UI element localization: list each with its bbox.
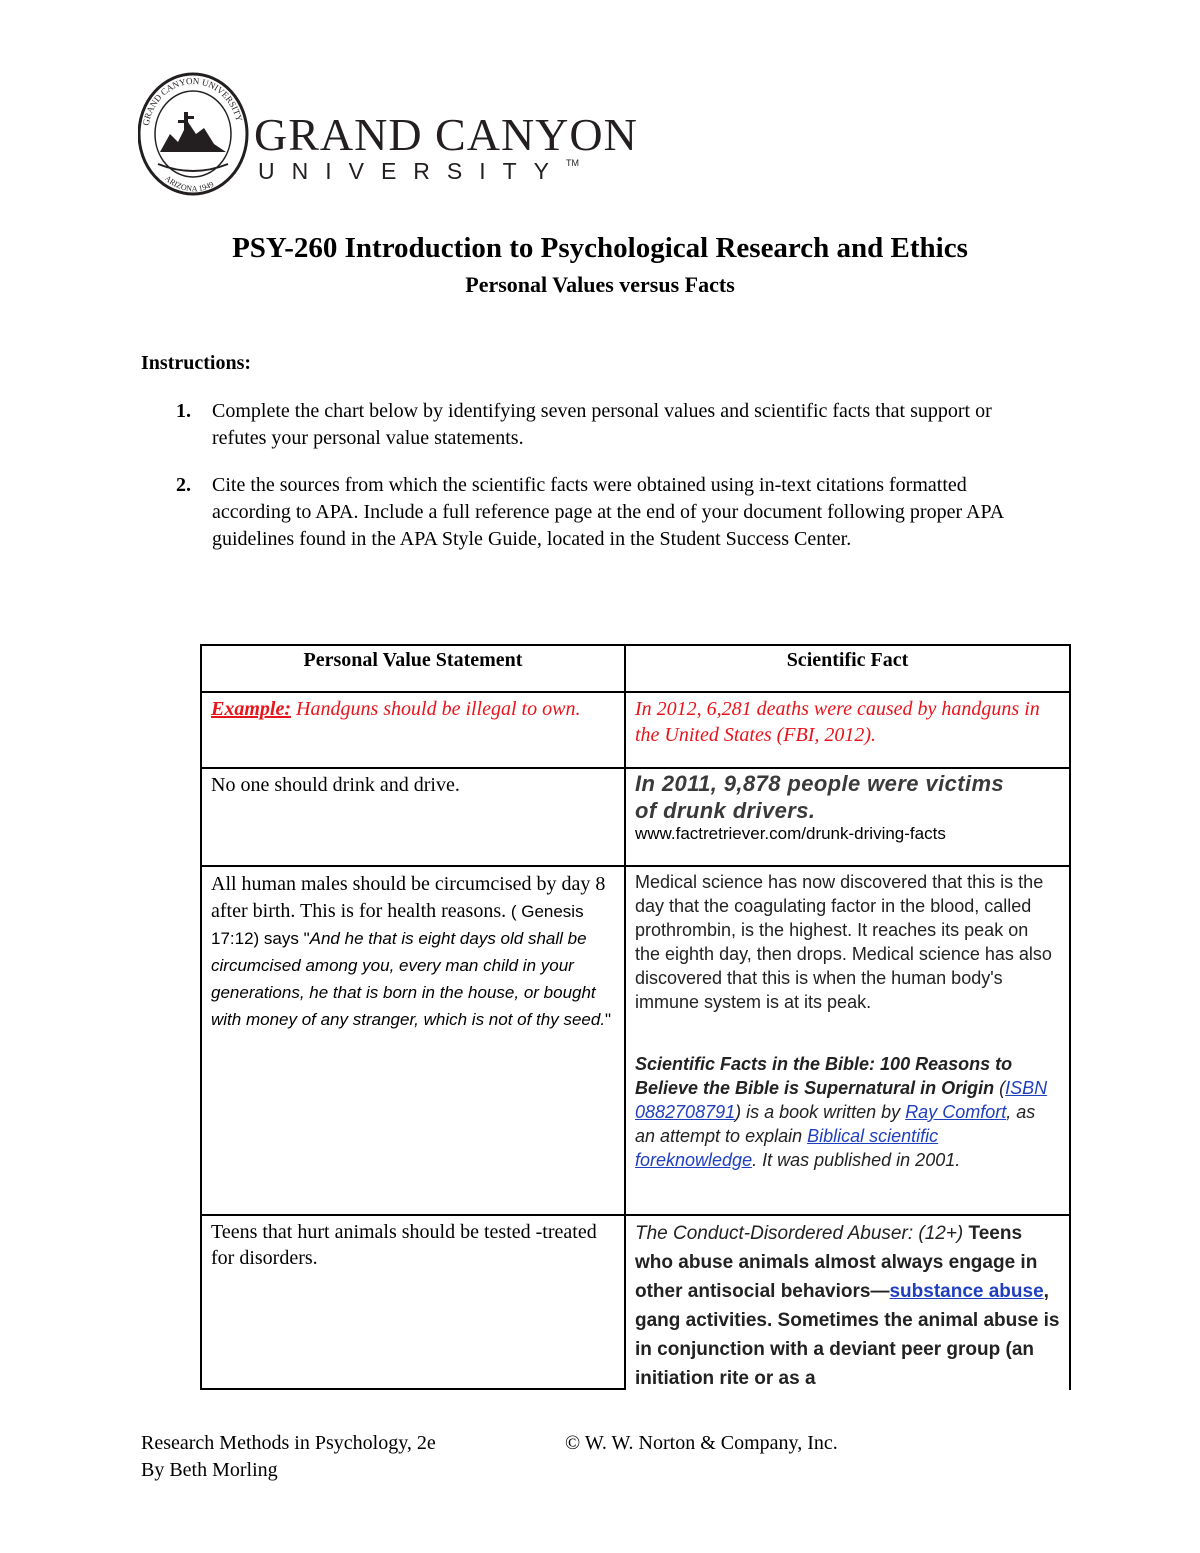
table-border: [200, 1388, 626, 1390]
fact-prothrombin: Medical science has now discovered that this is the day that the coagulating factor in the blood, called prothrombin, is the highest. It reaches its peak on the eighth day, then drops. Medical science has also discovered that this is when the human body's immune system is at its peak.: [635, 872, 1052, 1012]
university-logo: [138, 72, 638, 202]
table-border: [200, 644, 1071, 646]
instruction-step: [141, 398, 1041, 454]
column-header-fact: Scientific Fact: [786, 649, 909, 671]
footer-citation: [141, 1430, 436, 1484]
university-seal-icon: [138, 72, 254, 202]
step-number: 2.: [176, 474, 191, 496]
example-fact: In 2012, 6,281 deaths were caused by handguns in the United States (FBI, 2012).: [635, 698, 1040, 746]
row-divider: [200, 767, 1071, 769]
topic-link[interactable]: Biblical scientific foreknowledge: [635, 1126, 939, 1170]
column-header-statement: Personal Value Statement: [303, 649, 523, 671]
fact-animal-abuse: The Conduct-Disordered Abuser: (12+) Teens who abuse animals almost always engage in other antisocial behaviors—substance abuse, gang activities. Sometimes the animal abuse is in conjunction with a deviant peer group (an initiation rite or as a: [635, 1223, 1060, 1389]
example-label: Example:: [211, 698, 291, 720]
row-divider: [200, 1214, 1071, 1216]
instruction-step: [141, 472, 1041, 582]
row-divider: [200, 865, 1071, 867]
book-title: Scientific Facts in the Bible: 100 Reasons to Believe the Bible is Supernatural in Origin: [635, 1054, 1013, 1098]
author-link[interactable]: Ray Comfort: [905, 1102, 1007, 1122]
row-divider: [200, 691, 1071, 693]
step-number: 1.: [176, 400, 191, 422]
seal-bottom-text: ARIZONA 1949: [163, 173, 216, 194]
logo-name: GRAND CANYON: [254, 109, 638, 160]
trademark-mark: TM: [566, 158, 580, 168]
logo-subtitle: UNIVERSITY™: [258, 158, 580, 184]
fact-drunk-driving: In 2011, 9,878 people were victims of drunk drivers.: [635, 771, 1005, 823]
example-statement: Example: Handguns should be illegal to own.: [211, 698, 581, 720]
value-statement: No one should drink and drive.: [211, 774, 460, 796]
fact-source-url: www.factretriever.com/drunk-driving-facts: [635, 824, 946, 843]
substance-abuse-link[interactable]: substance abuse: [889, 1281, 1044, 1302]
page-subtitle: Personal Values versus Facts: [465, 272, 735, 297]
value-statement: Teens that hurt animals should be tested -treated for disorders.: [211, 1221, 597, 1269]
isbn-link[interactable]: ISBN 0882708791: [635, 1078, 1048, 1122]
values-facts-table: [200, 644, 1071, 1390]
value-statement: All human males should be circumcised by day 8 after birth. This is for health reasons. ( Genesis 17:12) says "And he that is eight days old shall be circumcised among you, every man child in your generations, he that is born in the house, or bought with money of any stranger, which is not of thy seed.": [211, 873, 612, 1029]
scripture-quote: And he that is eight days old shall be circumcised among you, every man child in your generations, he that is born in the house, or bought with money of any stranger, which is not of thy seed.: [211, 929, 606, 1029]
footer-book: Research Methods in Psychology, 2e: [141, 1432, 436, 1454]
seal-top-text: GRAND CANYON UNIVERSITY: [140, 75, 245, 127]
step-text: Complete the chart below by identifying seven personal values and scientific facts that support or refutes your personal value statements.: [212, 400, 992, 449]
page-title: PSY-260 Introduction to Psychological Research and Ethics: [232, 232, 968, 264]
footer-author: By Beth Morling: [141, 1459, 278, 1481]
instructions-heading: Instructions:: [141, 352, 252, 374]
table-border: [1069, 644, 1071, 1390]
footer-copyright: © W. W. Norton & Company, Inc.: [565, 1432, 838, 1454]
table-border: [200, 644, 202, 1390]
step-text: Cite the sources from which the scientific facts were obtained using in-text citations formatted according to APA. Include a full reference page at the end of your document following proper APA guidelines found in the APA Style Guide, located in the Student Success Center.: [212, 474, 1004, 550]
fact-book-citation: Scientific Facts in the Bible: 100 Reasons to Believe the Bible is Supernatural in Origin (ISBN 0882708791) is a book written by Ray Comfort, as an attempt to explain Biblical scientific foreknowledge. It was published in 2001.: [635, 1054, 1048, 1170]
column-divider: [624, 644, 626, 1390]
